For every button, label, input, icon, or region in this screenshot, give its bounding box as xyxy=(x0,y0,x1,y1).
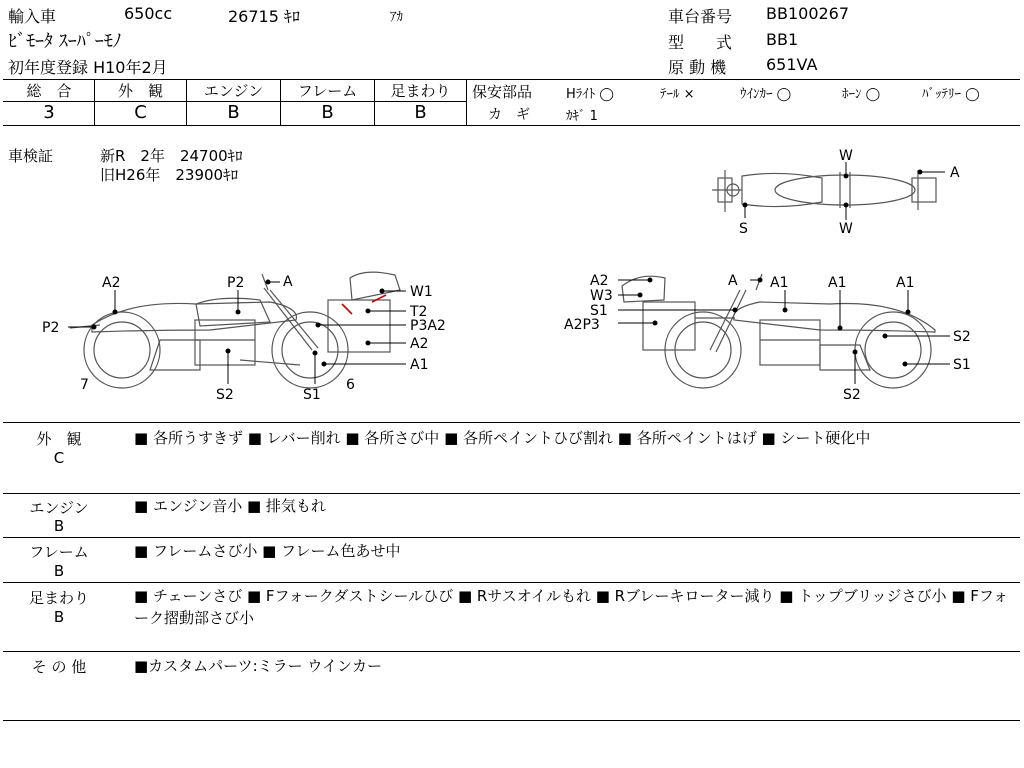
detail-suspension-notes: ■ チェーンさび ■ Fフォークダストシールひび ■ Rサスオイルもれ ■ Rブレーキローター減り ■ トップブリッジさび小 ■ Fフォーク摺動部さび小 xyxy=(134,587,1009,627)
detail-suspension-label: 足まわり xyxy=(28,589,89,607)
detail-exterior-grade: C xyxy=(53,449,65,467)
model-name: ﾋﾞﾓｰﾀ ｽｰﾊﾟｰﾓﾉ xyxy=(8,31,122,52)
displacement: 650cc xyxy=(124,4,173,23)
key-value: ｶｷﾞ 1 xyxy=(566,109,598,124)
engine-model-label: 原 動 機 xyxy=(668,58,727,77)
inspection-label: 車検証 xyxy=(8,147,54,165)
score-suspension-label: 足まわり xyxy=(390,82,451,100)
score-exterior-value: C xyxy=(134,102,147,123)
frame-number-label: 車台番号 xyxy=(668,7,733,26)
diagram-label: A2 xyxy=(102,275,121,291)
mileage: 26715 ｷﾛ xyxy=(228,7,300,26)
score-suspension-value: B xyxy=(414,102,427,123)
diagram-label: 6 xyxy=(346,377,355,393)
safety-winker: ｳｲﾝｶｰ ◯ xyxy=(740,87,792,102)
diagram-label: A1 xyxy=(828,275,847,291)
detail-engine-grade: B xyxy=(53,517,65,535)
key-label: カ ギ xyxy=(488,107,530,123)
diagram-label: A1 xyxy=(770,275,789,291)
score-exterior-label: 外 観 xyxy=(117,82,163,100)
diagram-label: S2 xyxy=(216,387,234,403)
detail-frame-label: フレーム xyxy=(29,543,89,561)
detail-exterior-label: 外 観 xyxy=(36,430,82,448)
divider xyxy=(3,651,1020,652)
diagram-label: A1 xyxy=(896,275,915,291)
diagram-label: A2P3 xyxy=(564,317,600,333)
damage-mark xyxy=(342,304,352,314)
diagram-label: W3 xyxy=(590,288,613,304)
diagram-label: A xyxy=(950,165,960,181)
color: ｱｶ xyxy=(390,10,403,25)
detail-suspension-grade: B xyxy=(53,608,65,626)
diagram-label: A xyxy=(283,274,293,290)
divider xyxy=(3,537,1020,538)
diagram-label: S1 xyxy=(590,303,608,319)
inspection-new: 新R 2年 24700ｷﾛ xyxy=(100,147,243,165)
diagram-label: T2 xyxy=(410,304,428,320)
first-registration: 初年度登録 H10年2月 xyxy=(8,58,168,77)
divider xyxy=(3,422,1020,423)
divider xyxy=(3,493,1020,494)
safety-battery: ﾊﾞｯﾃﾘｰ ◯ xyxy=(922,87,980,102)
diagram-label: 7 xyxy=(80,377,89,393)
model-code: BB1 xyxy=(766,30,799,49)
score-frame-value: B xyxy=(321,102,334,123)
score-frame-label: フレーム xyxy=(297,82,358,100)
diagram-label: S1 xyxy=(953,357,971,373)
diagram-label: P3A2 xyxy=(410,318,446,334)
diagram-label: S xyxy=(739,221,748,237)
diagram-label: A xyxy=(728,273,738,289)
safety-horn: ﾎｰﾝ ◯ xyxy=(842,87,881,102)
diagram-label: W xyxy=(839,221,853,237)
diagram-label: P2 xyxy=(227,275,245,291)
detail-other-label: そ の 他 xyxy=(31,658,87,676)
safety-headlight: Hﾗｲﾄ ◯ xyxy=(566,87,614,102)
diagram-label: W xyxy=(839,148,853,164)
frame-number: BB100267 xyxy=(766,4,850,23)
detail-engine-label: エンジン xyxy=(29,499,89,517)
diagram-label: S2 xyxy=(843,387,861,403)
damage-mark xyxy=(372,295,386,302)
diagram-label: A1 xyxy=(410,357,429,373)
score-overall-value: 3 xyxy=(43,102,55,123)
model-code-label: 型 式 xyxy=(668,33,733,52)
right-side-motorcycle xyxy=(622,274,935,388)
detail-other-notes: ■カスタムパーツ:ミラー ウインカー xyxy=(134,657,382,675)
diagram-label: A2 xyxy=(410,336,429,352)
engine-model: 651VA xyxy=(766,55,818,74)
divider xyxy=(3,720,1020,721)
detail-exterior-notes: ■ 各所うすきず ■ レバー削れ ■ 各所さび中 ■ 各所ペイントひび割れ ■ 各所ペイントはげ ■ シート硬化中 xyxy=(134,429,871,447)
safety-taillight: ﾃｰﾙ × xyxy=(660,87,695,102)
score-engine-value: B xyxy=(227,102,240,123)
diagram-label: P2 xyxy=(42,320,60,336)
inspection-old: 旧H26年 23900ｷﾛ xyxy=(100,166,239,184)
diagram-label: S1 xyxy=(303,387,321,403)
detail-frame-grade: B xyxy=(53,562,65,580)
score-engine-label: エンジン xyxy=(203,82,264,100)
detail-frame-notes: ■ フレームさび小 ■ フレーム色あせ中 xyxy=(134,542,401,560)
diagram-label: S2 xyxy=(953,329,971,345)
diagram-label: W1 xyxy=(410,284,433,300)
detail-engine-notes: ■ エンジン音小 ■ 排気もれ xyxy=(134,497,326,515)
vehicle-type: 輸入車 xyxy=(8,7,57,26)
safety-parts-label: 保安部品 xyxy=(472,83,533,101)
diagram-label: A2 xyxy=(590,273,609,289)
score-overall-label: 総 合 xyxy=(26,82,72,100)
divider xyxy=(3,582,1020,583)
